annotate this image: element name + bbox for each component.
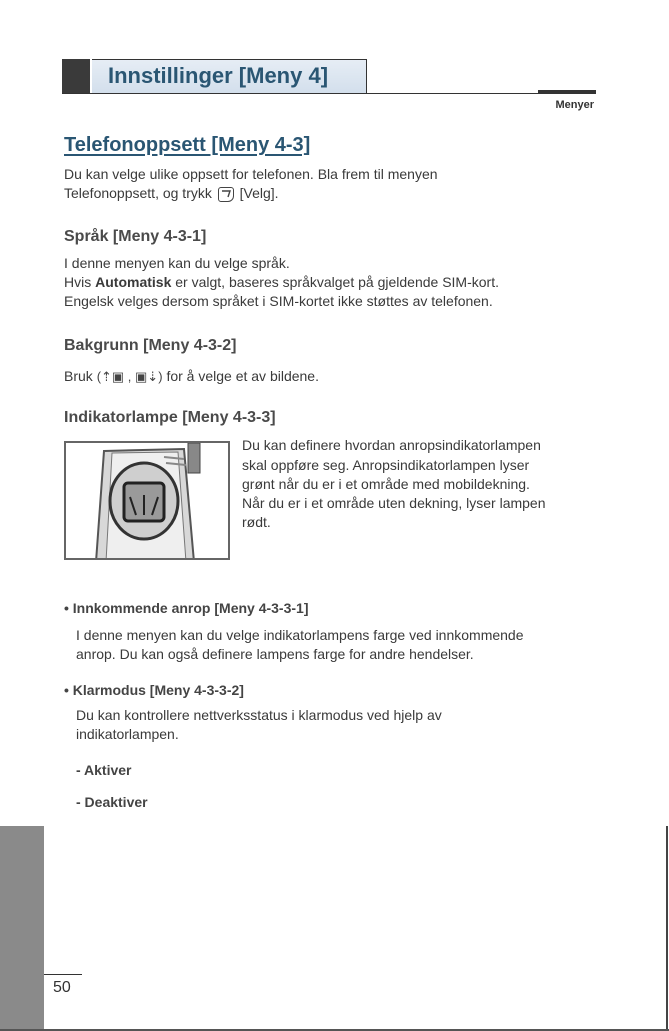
subheading-indikatorlampe: Indikatorlampe [Meny 4-3-3] [64,409,276,426]
header-rule-accent [538,90,596,94]
indikator-line-1: Du kan definere hvordan anropsindikatorlampen [242,437,541,453]
sprak-line-3: Engelsk velges dersom språket i SIM-kortet ikke støttes av telefonen. [64,293,493,309]
sprak-line-2-post: er valgt, baseres språkvalget på gjeldende SIM-kort. [171,274,499,290]
sprak-automatisk: Automatisk [95,274,172,290]
sprak-line-1: I denne menyen kan du velge språk. [64,255,290,271]
page-number: 50 [53,979,71,996]
intro-line-1: Du kan velge ulike oppsett for telefonen. Bla frem til menyen [64,166,438,182]
bakgrunn-line [64,367,319,386]
sprak-line-2 [64,273,499,292]
bakgrunn-pre: Bruk [64,368,93,384]
section-heading: Telefonoppsett [Meny 4-3] [64,134,311,156]
indikator-line-3: grønt når du er i et område med mobildekning. [242,476,530,492]
section-tag: Menyer [555,99,594,111]
header-rule [62,93,596,94]
klarmodus-line-2: indikatorlampen. [76,726,179,742]
indikator-line-2: skal oppføre seg. Anropsindikatorlampen lyser [242,457,530,473]
option-aktiver: - Aktiver [76,762,132,778]
bullet-innkommende-anrop: • Innkommende anrop [Meny 4-3-3-1] [64,600,309,616]
klarmodus-line-1: Du kan kontrollere nettverksstatus i klarmodus ved hjelp av [76,707,442,723]
page-number-rule [44,974,82,975]
intro-line-2-post: [Velg]. [239,185,279,201]
intro-line-2-pre: Telefonoppsett, og trykk [64,185,212,201]
sprak-line-2-pre: Hvis [64,274,96,290]
header-separator [90,59,92,93]
bakgrunn-post: for å velge et av bildene. [166,368,319,384]
subheading-bakgrunn: Bakgrunn [Meny 4-3-2] [64,337,237,354]
select-key-icon [218,187,234,202]
innkommende-line-2: anrop. Du kan også definere lampens farge for andre hendelser. [76,646,474,662]
page-edge-right [666,826,668,1031]
innkommende-line-1: I denne menyen kan du velge indikatorlampens farge ved innkommende [76,627,524,643]
phone-illustration [64,441,230,560]
option-deaktiver: - Deaktiver [76,794,148,810]
indikator-line-4: Når du er i et område uten dekning, lyser lampen [242,495,546,511]
subheading-sprak: Språk [Meny 4-3-1] [64,228,207,245]
header-square-marker [62,59,90,93]
nav-keys-icon: (⇡▣ , ▣⇣) [96,369,163,384]
phone-drawing-icon [66,443,230,560]
page-title: Innstillinger [Meny 4] [108,63,329,88]
intro-line-2 [64,184,279,203]
bullet-klarmodus: • Klarmodus [Meny 4-3-3-2] [64,682,244,698]
indikator-line-5: rødt. [242,514,271,530]
chapter-tab-bar [0,826,44,1031]
